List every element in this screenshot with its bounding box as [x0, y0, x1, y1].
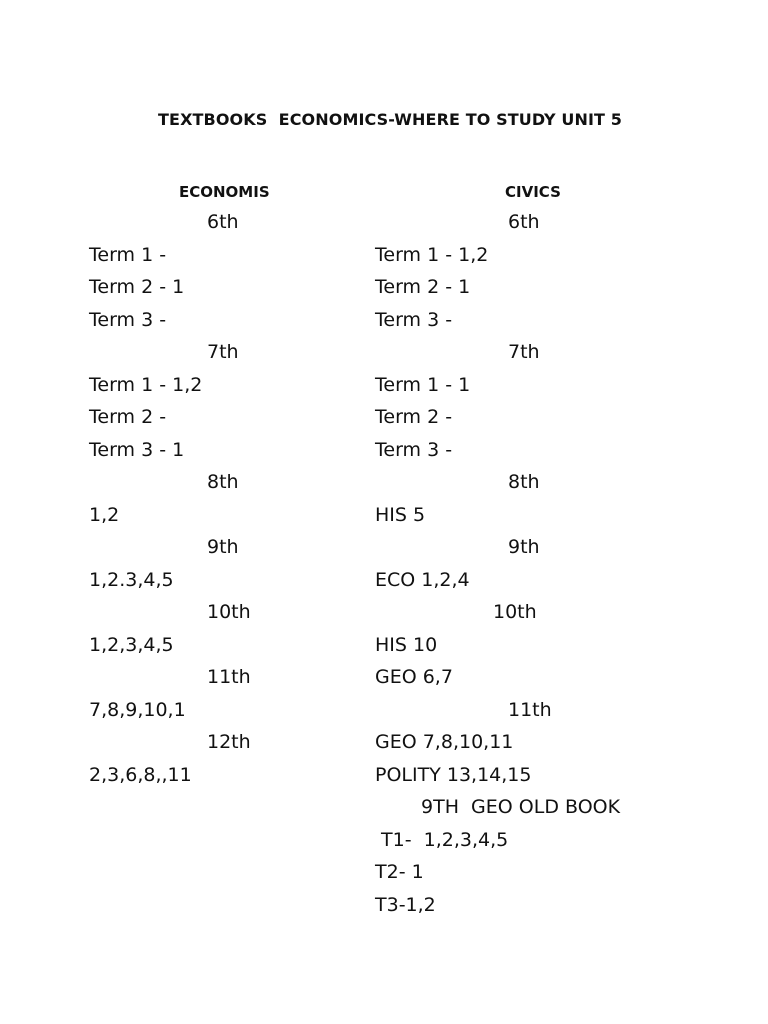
list-item: Term 3 - 1 — [89, 438, 185, 461]
list-item: Term 2 - 1 — [375, 276, 471, 298]
list-item: HIS 10 — [375, 633, 438, 656]
list-item: GEO 7,8,10,11 — [375, 731, 514, 753]
civics-list — [375, 206, 620, 921]
list-item: 1,2 — [89, 503, 120, 526]
list-item: Term 1 - 1 — [375, 373, 471, 396]
civics-heading: CIVICS — [505, 183, 561, 201]
list-item: 2,3,6,8,,11 — [89, 763, 192, 786]
document-title: TEXTBOOKS ECONOMICS-WHERE TO STUDY UNIT 5 — [158, 110, 622, 129]
list-item: Term 1 - — [89, 243, 167, 266]
grade-heading: 9th — [207, 536, 239, 558]
list-item: 1,2,3,4,5 — [89, 633, 174, 656]
list-item: 7,8,9,10,1 — [89, 698, 186, 721]
list-item: Term 1 - 1,2 — [89, 373, 203, 396]
section-subheading: 9TH GEO OLD BOOK — [421, 796, 621, 818]
list-item: ECO 1,2,4 — [375, 568, 470, 591]
grade-heading: 10th — [493, 601, 537, 623]
grade-heading: 6th — [508, 211, 540, 233]
list-item: 1,2.3,4,5 — [89, 568, 174, 591]
list-item: T1- 1,2,3,4,5 — [381, 828, 509, 851]
grade-heading: 8th — [207, 471, 239, 493]
list-item: Term 2 - — [375, 406, 453, 428]
grade-heading: 12th — [207, 731, 251, 753]
list-item: Term 3 - — [89, 308, 167, 331]
grade-heading: 7th — [207, 341, 239, 363]
list-item: HIS 5 — [375, 503, 426, 526]
list-item: Term 1 - 1,2 — [375, 243, 489, 266]
list-item: GEO 6,7 — [375, 666, 453, 688]
list-item: T2- 1 — [375, 861, 424, 883]
grade-heading: 6th — [207, 211, 239, 233]
grade-heading: 11th — [508, 698, 552, 721]
economics-list — [89, 206, 251, 791]
list-item: Term 3 - — [375, 308, 453, 331]
list-item: Term 2 - — [89, 406, 167, 428]
grade-heading: 8th — [508, 471, 540, 493]
list-item: POLITY 13,14,15 — [375, 763, 532, 786]
grade-heading: 10th — [207, 601, 251, 623]
grade-heading: 9th — [508, 536, 540, 558]
list-item: Term 3 - — [375, 438, 453, 461]
grade-heading: 7th — [508, 341, 540, 363]
grade-heading: 11th — [207, 666, 251, 688]
list-item: Term 2 - 1 — [89, 276, 185, 298]
economics-heading: ECONOMIS — [179, 183, 270, 201]
list-item: T3-1,2 — [375, 893, 436, 916]
